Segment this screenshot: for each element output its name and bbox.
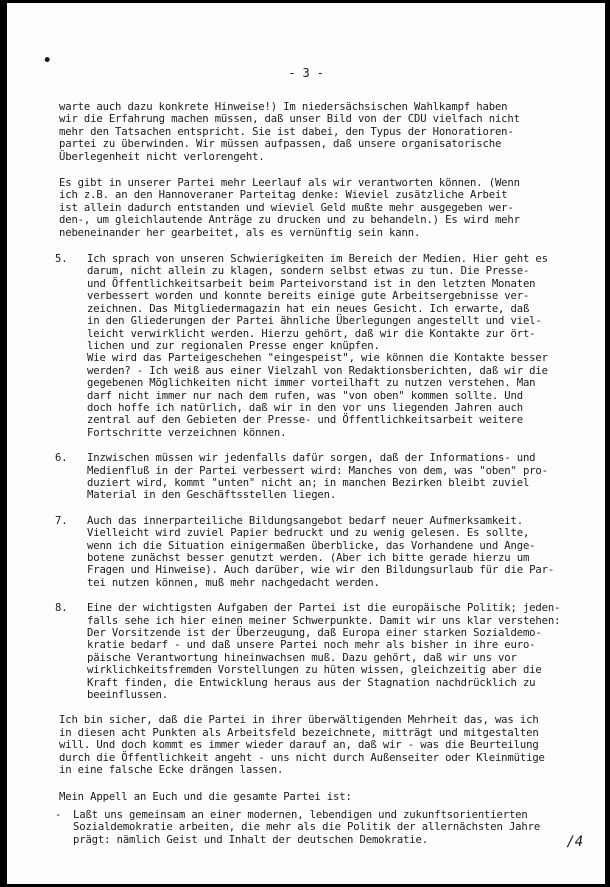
text-line: Ich bin sicher, daß die Partei in ihrer überwältigenden Mehrheit das, was ich	[59, 714, 539, 727]
point-number: 5.	[55, 253, 68, 266]
text-line: zeichnen. Das Mitgliedermagazin hat ein neues Gesicht. Ich erwarte, daß	[87, 302, 530, 315]
text-line: gegebenen Möglichkeiten nicht immer vorteilhaft zu nutzen verstehen. Man	[87, 377, 536, 390]
text-line: den-, um gleichlautende Anträge zu drucken und zu behandeln.) Es wird mehr	[59, 214, 520, 227]
text-line: ich z.B. an den Hannoveraner Parteitag denke: Wieviel zusätzliche Arbeit	[59, 189, 508, 202]
text-line: werden? - Ich weiß aus einer Vielzahl von Redaktionsberichten, daß wir die	[87, 364, 548, 377]
text-line: in eine falsche Ecke drängen lassen.	[59, 764, 284, 777]
text-line: zentral auf den Gebieten der Presse- und Öffentlichkeitsarbeit weitere	[87, 414, 523, 427]
text-line: doch hoffe ich natürlich, daß wir in den vor uns liegenden Jahren auch	[87, 401, 523, 414]
text-line: mehr den Tatsachen entspricht. Sie ist dabei, den Typus der Honoratioren-	[59, 125, 514, 138]
text-line: lichen und zur regionalen Presse enger knüpfen.	[87, 339, 380, 352]
paragraph-closing	[59, 714, 594, 776]
page-number: - 3 -	[288, 66, 324, 80]
appeal-line: Mein Appell an Euch und die gesamte Partei ist:	[59, 790, 352, 803]
text-line: verbessert worden und konnte bereits einige gute Arbeitsergebnisse ver-	[87, 290, 530, 303]
paragraph-continuation	[59, 101, 594, 163]
text-line: wir die Erfahrung machen müssen, daß unser Bild von der CDU vielfach nicht	[59, 113, 520, 126]
point-text	[87, 452, 594, 502]
text-line: wenn ich die Situation einigermaßen überblicke, das Vorhandene und Ange-	[87, 539, 536, 552]
text-line: partei zu überwinden. Wir müssen aufpassen, daß unsere organisatorische	[59, 138, 502, 151]
numbered-point	[55, 253, 594, 439]
document-page	[7, 3, 605, 884]
text-line: botene zunächst besser genutzt werden. (Aber ich bitte gerade hierzu um	[87, 552, 530, 564]
document-body	[55, 101, 594, 850]
text-line: Material in den Geschäftsstellen liegen.	[87, 489, 337, 502]
text-line: Kraft finden, die Entwicklung heraus aus der Stagnation nachdrücklich zu	[87, 676, 536, 689]
point-number: 8.	[55, 602, 68, 615]
text-line: Eine der wichtigsten Aufgaben der Partei ist die europäische Politik; jeden-	[87, 602, 561, 615]
text-line: darum, nicht allein zu klagen, sondern selbst etwas zu tun. Die Presse-	[87, 265, 530, 278]
point-number: 6.	[55, 452, 68, 465]
text-line: warte auch dazu konkrete Hinweise!) Im niedersächsischen Wahlkampf haben	[59, 101, 508, 113]
numbered-point	[55, 602, 594, 702]
text-line: Medienfluß in der Partei verbessert wird: Manches von dem, was "oben" pro-	[87, 464, 548, 477]
text-line: in diesen acht Punkten als Arbeitsfeld bezeichnete, mitträgt und mitgestalten	[59, 726, 539, 739]
numbered-point	[55, 514, 594, 589]
text-line: falls sehe ich hier einen meiner Schwerpunkte. Damit wir uns klar verstehen:	[87, 614, 561, 627]
appeal-bullet	[55, 808, 594, 850]
text-line: durch die Öffentlichkeit angeht - uns nicht durch Außenseiter oder Kleinmütige	[59, 751, 545, 764]
text-line: duziert wird, kommt "unten" nicht an; in manchen Bezirken bleibt zuviel	[87, 476, 530, 489]
text-line: wirklichkeitsfremden Vorstellungen zu hüten wissen, gleichzeitig aber die	[87, 664, 542, 677]
bullet-dash: -	[55, 808, 62, 821]
point-text	[87, 515, 594, 589]
text-line: beeinflussen.	[87, 689, 168, 702]
text-line: ist allein dadurch entstanden und wieviel Geld mußte mehr ausgegeben wer-	[59, 201, 514, 214]
point-text	[87, 602, 594, 701]
text-line: prägt: nämlich Geist und Inhalt der deutschen Demokratie.	[73, 833, 428, 846]
text-line: will. Und doch kommt es immer wieder darauf an, daß wir - was die Beurteilung	[59, 739, 539, 752]
text-line: Sozialdemokratie arbeiten, die mehr als die Politik der allernächsten Jahre	[73, 821, 541, 834]
text-line: und Öffentlichkeitsarbeit beim Parteivorstand ist in den letzten Monaten	[87, 277, 536, 290]
text-line: Wie wird das Parteigeschehen "eingespeist", wie können die Kontakte besser	[87, 352, 548, 365]
bullet-text	[73, 808, 594, 850]
text-line: Der Vorsitzende ist der Überzeugung, daß Europa einer starken Sozialdemo-	[87, 627, 542, 640]
punch-mark: •	[43, 53, 52, 69]
text-line: tei nutzen können, muß mehr nachgedacht werden.	[87, 576, 380, 589]
text-line: kratie bedarf - und daß unsere Partei noch mehr als bisher in ihre euro-	[87, 639, 536, 652]
text-line: Überlegenheit nicht verlorengeht.	[59, 150, 265, 163]
continuation-mark: /4	[566, 834, 583, 850]
text-line: leicht verwirklicht werden. Hierzu gehört, daß wir die Kontakte zur ört-	[87, 327, 536, 340]
text-line: Ich sprach von unseren Schwierigkeiten im Bereich der Medien. Hier geht es	[87, 253, 548, 266]
text-line: Vielleicht wird zuviel Papier bedruckt und zu wenig gelesen. Es sollte,	[87, 527, 530, 540]
numbered-points	[55, 253, 594, 702]
text-line: Inzwischen müssen wir jedenfalls dafür sorgen, daß der Informations- und	[87, 452, 536, 465]
text-line: Fortschritte verzeichnen können.	[87, 426, 287, 439]
text-line: nebeneinander her gearbeitet, als es vernünftig sein kann.	[59, 226, 421, 239]
text-line: Fragen und Hinweise). Auch darüber, wie wir den Bildungsurlaub für die Par-	[87, 564, 555, 577]
text-line: Laßt uns gemeinsam an einer modernen, lebendigen und zukunftsorientierten	[73, 808, 528, 821]
text-line: darf nicht immer nur nach dem rufen, was "von oben" kommen sollte. Und	[87, 389, 523, 402]
text-line: Auch das innerparteiliche Bildungsangebot bedarf neuer Aufmerksamkeit.	[87, 514, 523, 527]
paragraph-leerlauf	[59, 177, 594, 239]
numbered-point	[55, 452, 594, 502]
text-line: in den Gliederungen der Partei ähnliche Überlegungen angestellt und viel-	[87, 315, 542, 328]
point-number: 7.	[55, 514, 68, 527]
text-line: Es gibt in unserer Partei mehr Leerlauf als wir verantworten können. (Wenn	[59, 177, 520, 190]
point-text	[87, 253, 594, 439]
text-line: päische Verantwortung hineinwachsen muß. Dazu gehört, daß wir uns vor	[87, 651, 517, 664]
